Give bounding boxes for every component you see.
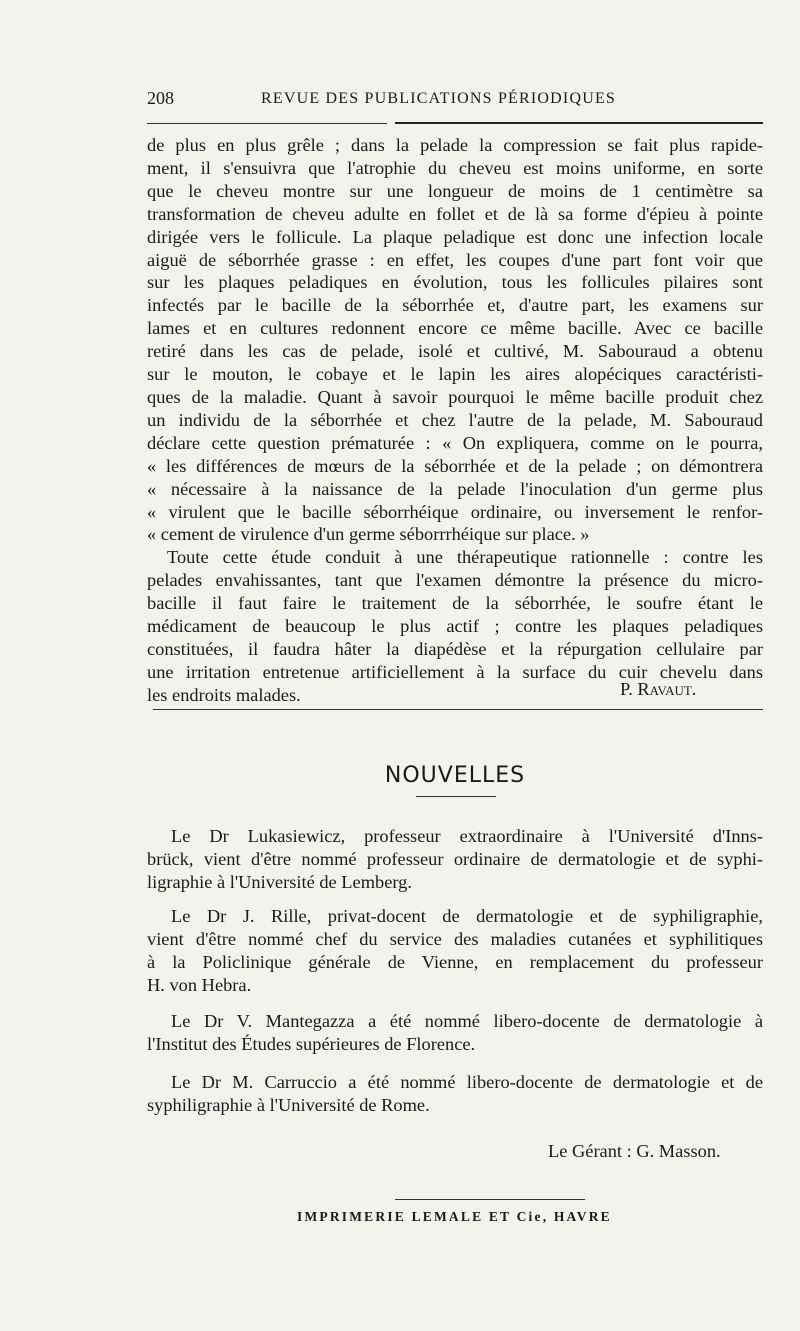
article-line: pelades envahissantes, tant que l'examen démontre la présence du micro- <box>147 570 763 591</box>
news-line: Le Dr J. Rille, privat-docent de dermatologie et de syphiligraphie, <box>171 906 763 926</box>
section-divider <box>153 709 763 710</box>
article-line: ment, il s'ensuivra que l'atrophie du cheveu est moins uniforme, en sorte <box>147 157 763 178</box>
article-line: déclare cette question prématurée : « On expliquera, comme on le pourra, <box>147 432 763 453</box>
news-line: brück, vient d'être nommé professeur ordinaire de dermatologie et de syphi- <box>147 848 763 869</box>
news-line: H. von Hebra. <box>147 974 252 995</box>
page-number: 208 <box>147 88 174 108</box>
article-line: retiré dans les cas de pelade, isolé et cultivé, M. Sabouraud a obtenu <box>147 341 763 362</box>
header-rule-thin <box>147 123 387 124</box>
article-line: une irritation entretenue artificiellement à la surface du cuir chevelu dans <box>147 661 763 682</box>
article-line: ques de la maladie. Quant à savoir pourquoi le même bacille produit chez <box>147 386 763 407</box>
news-item-mantegazza <box>147 1010 763 1056</box>
news-item-carruccio <box>147 1071 763 1117</box>
article-line: médicament de beaucoup le plus actif ; contre les plaques peladiques <box>147 616 763 637</box>
header-rule-thick <box>395 122 763 124</box>
article-line: sur le mouton, le cobaye et le lapin les aires alopéciques caractéristi- <box>147 364 763 385</box>
article-line: constituées, il faudra hâter la diapédèse et la répurgation cellulaire par <box>147 638 763 659</box>
article-line: infectés par le bacille de la séborrhée et, d'autre part, les examens sur <box>147 295 763 316</box>
running-title: REVUE DES PUBLICATIONS PÉRIODIQUES <box>261 90 617 107</box>
news-line: à la Policlinique générale de Vienne, en remplacement du professeur <box>147 951 763 972</box>
article-signature: P. Ravaut. <box>620 679 697 699</box>
article-body <box>147 134 763 707</box>
section-title: NOUVELLES <box>384 763 526 788</box>
news-line: vient d'être nommé chef du service des maladies cutanées et syphilitiques <box>147 928 763 949</box>
article-line: Toute cette étude conduit à une thérapeutique rationnelle : contre les <box>167 547 763 568</box>
article-line: de plus en plus grêle ; dans la pelade la compression se fait plus rapide- <box>147 135 763 155</box>
news-line: Le Dr M. Carruccio a été nommé libero-docente de dermatologie et de <box>171 1072 763 1092</box>
article-line: bacille il faut faire le traitement de la séborrhée, le soufre étant le <box>147 593 763 614</box>
article-line: transformation de cheveu adulte en follet et de là sa forme d'épieu à pointe <box>147 203 763 224</box>
article-line: aiguë de séborrhée grasse : en effet, les coupes d'une part font voir que <box>147 249 763 270</box>
article-line: que le cheveu montre sur une longueur de moins de 1 centimètre sa <box>147 180 763 201</box>
article-line: « les différences de mœurs de la séborrhée et de la pelade ; on démontrera <box>147 455 763 476</box>
article-line: « virulent que le bacille séborrhéique ordinaire, ou inversement le renfor- <box>147 501 763 522</box>
title-underline <box>416 796 496 797</box>
printer-imprint: IMPRIMERIE LEMALE ET Cie, HAVRE <box>297 1209 612 1224</box>
article-line: « nécessaire à la naissance de la pelade l'inoculation d'un germe plus <box>147 478 763 499</box>
page-header <box>147 88 763 112</box>
article-line: « cement de virulence d'un germe séborrrhéique sur place. » <box>147 524 590 545</box>
news-line: ligraphie à l'Université de Lemberg. <box>147 871 412 892</box>
news-line: syphiligraphie à l'Université de Rome. <box>147 1094 430 1115</box>
news-item-lukasiewicz <box>147 825 763 894</box>
news-line: Le Dr V. Mantegazza a été nommé libero-docente de dermatologie à <box>171 1011 763 1031</box>
gerant-signature: Le Gérant : G. Masson. <box>548 1141 721 1161</box>
article-line: dirigée vers le follicule. La plaque peladique est donc une infection locale <box>147 226 763 247</box>
news-item-rille <box>147 905 763 997</box>
news-line: Le Dr Lukasiewicz, professeur extraordinaire à l'Université d'Inns- <box>171 826 763 846</box>
news-line: l'Institut des Études supérieures de Florence. <box>147 1033 476 1054</box>
article-line: un individu de la séborrhée et chez l'autre de la pelade, M. Sabouraud <box>147 409 763 430</box>
article-line: lames et en cultures redonnent encore ce même bacille. Avec ce bacille <box>147 318 763 339</box>
article-line: sur les plaques peladiques en évolution, tous les follicules pilaires sont <box>147 272 763 293</box>
article-line: les endroits malades. <box>147 684 301 705</box>
imprint-rule <box>395 1199 585 1200</box>
